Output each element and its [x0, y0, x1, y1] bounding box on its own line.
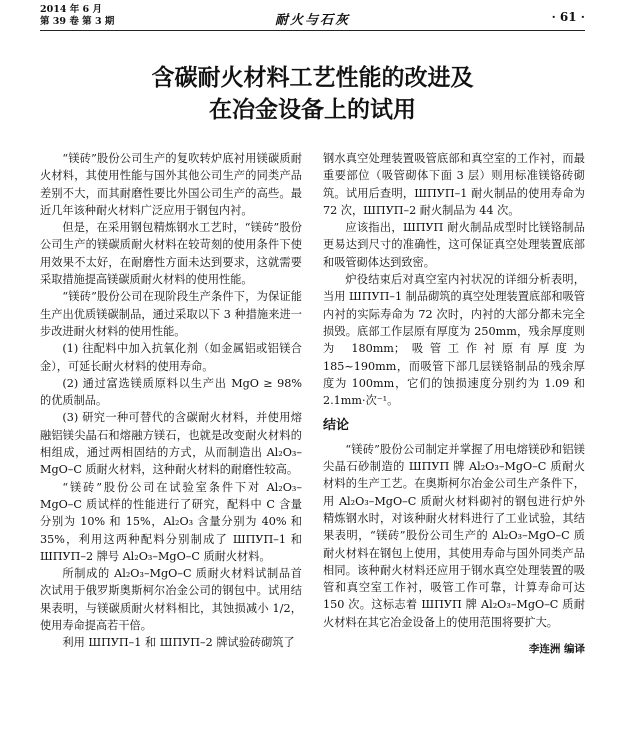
issue-date: 2014 年 6 月 [40, 4, 102, 15]
title-line-1: 含碳耐火材料工艺性能的改进及 [151, 65, 474, 91]
paragraph: “镁砖”股份公司生产的复吹转炉底衬用镁碳质耐火材料，其使用性能与国外其他公司生产的同类产品差别不大，而其耐磨性要比外国公司生产的高些。最近几年该种耐火材料广泛应用于钢包内衬。 [40, 152, 302, 217]
page-number: · 61 · [551, 10, 585, 24]
paragraph: “镁砖”股份公司在试验室条件下对 Al₂O₃–MgO–C 质试样的性能进行了研究，配料中 C 含量分别为 10% 和 15%，Al₂O₃ 含量分别为 40% 和 35%，利用这两种配料分别制成了 ШПУП–1 和 ШПУП–2 牌号 Al₂O₃–MgO–C 质耐火材料。 [40, 480, 302, 563]
issue-volume: 第 39 卷 第 3 期 [40, 16, 115, 27]
paragraph: (2) 通过富选镁质原料以生产出 MgO ≥ 98% 的优质制品。 [40, 376, 302, 408]
right-column [323, 150, 585, 658]
journal-name: 耐火与石灰 [274, 13, 350, 28]
paragraph: “镁砖”股份公司在现阶段生产条件下，为保证能生产出优质镁碳制品，通过采取以下 3 种措施来进一步改进耐火材料的使用性能。 [40, 290, 302, 338]
paragraph: 但是，在采用钢包精炼钢水工艺时，“镁砖”股份公司生产的镁碳质耐火材料在较苛刻的使用条件下使用效果不太好，在耐磨性方面未达到要求，这就需要采取措施提高镁碳质耐火材料的使用性能。 [40, 221, 302, 287]
paragraph: 利用 ШПУП–1 和 ШПУП–2 牌试验砖砌筑了 [62, 636, 295, 650]
section-heading-conclusion: 结论 [323, 418, 350, 434]
paragraph: 炉役结束后对真空室内衬状况的详细分析表明，当用 ШПУП–1 制品砌筑的真空处理装置底部和吸管内衬的实际寿命为 72 次时，内衬的大部分都未完全损毁。底部工作层原有厚度为 250mm，残余厚度则为 180mm；吸管工作衬原有厚度为 185~190mm，而吸管下部几层镁铬制品的残余厚度为 100mm，它们的蚀损速度分别约为 1.09 和 2.1mm·次⁻¹。 [323, 273, 585, 408]
paragraph: “镁砖”股份公司制定并掌握了用电熔镁砂和铝镁尖晶石砂制造的 ШПУП 牌 Al₂O₃–MgO–C 质耐火材料的生产工艺。在奥斯柯尔冶金公司生产条件下，用 Al₂O₃–MgO–C 质耐火材料砌衬的钢包进行炉外精炼钢水时，对该种耐火材料进行了工业试验，其结果表明，“镁砖”股份公司生产的 Al₂O₃–MgO–C 质耐火材料在钢包上使用，其使用寿命与国外同类产品相同。该种耐火材料还应用于钢水真空处理装置的吸管和真空室工作衬，吸管工作可靠，计算寿命可达 150 次。这标志着 ШПУП 牌 Al₂O₃–MgO–C 质耐火材料在其它冶金设备上的使用范围将要扩大。 [323, 442, 585, 629]
paragraph: 钢水真空处理装置吸管底部和真空室的工作衬，而最重要部位（吸管砌体下面 3 层）则用标准镁铬砖砌筑。试用后查明，ШПУП–1 耐火制品的使用寿命为 72 次，ШПУП–2 耐火制品为 44 次。 [323, 152, 585, 217]
paragraph: (1) 往配料中加入抗氧化剂（如金属铝或铝镁合金），可延长耐火材料的使用寿命。 [40, 342, 302, 373]
translator-byline: 李连洲 编译 [528, 643, 585, 656]
article-title [40, 62, 585, 126]
paragraph: 所制成的 Al₂O₃–MgO–C 质耐火材料试制品首次试用于俄罗斯奥斯柯尔冶金公司的钢包中。试用结果表明，与镁碳质耐火材料相比，其蚀损减小 1/2，使用寿命提高若干倍。 [40, 567, 302, 633]
title-line-2: 在冶金设备上的试用 [209, 97, 416, 123]
paragraph: (3) 研究一种可替代的含碳耐火材料，并使用熔融铝镁尖晶石和熔融方镁石，也就是改变耐火材料的相组成，通过两相固结的方式，从而制造出 Al₂O₃–MgO–C 质耐火材料，这种耐火材料的耐磨性较高。 [40, 411, 302, 477]
left-column [40, 150, 302, 652]
header-rule [40, 30, 585, 31]
paragraph: 应该指出，ШПУП 耐火制品成型时比镁铬制品更易达到尺寸的准确性，这可保证真空处理装置底部和吸管砌体达到致密。 [323, 221, 585, 269]
